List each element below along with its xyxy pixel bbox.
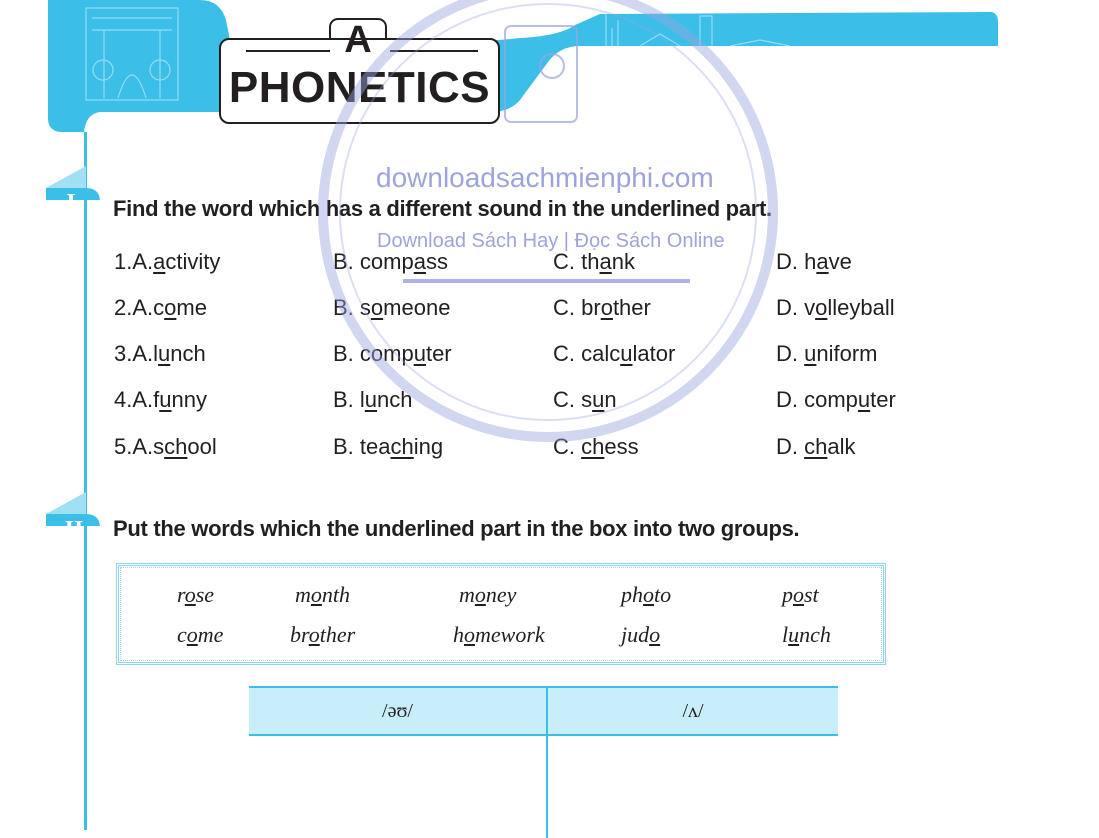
- title-rule-left: [246, 50, 330, 52]
- table-header-ou: /əʊ/: [249, 687, 547, 735]
- left-margin-rule: [84, 132, 87, 830]
- word-text-after: nch: [799, 622, 831, 647]
- option-4-B[interactable]: [333, 386, 413, 414]
- option-text-before: br: [581, 295, 601, 320]
- option-text-after: ool: [187, 434, 217, 459]
- option-underlined-part: a: [816, 249, 829, 274]
- answer-cell-uh[interactable]: [547, 735, 838, 838]
- option-text-after: nch: [170, 341, 206, 366]
- option-underlined-part: o: [370, 295, 384, 320]
- word-underlined-part: o: [474, 582, 486, 607]
- option-underlined-part: u: [804, 341, 817, 366]
- box-word: [177, 622, 223, 648]
- option-4-D[interactable]: [776, 386, 896, 414]
- option-text-before: s: [581, 387, 593, 412]
- table-header-uh: /ʌ/: [547, 687, 838, 735]
- option-prefix: 1.A.: [114, 249, 154, 274]
- option-underlined-part: u: [158, 341, 171, 366]
- word-underlined-part: o: [310, 582, 322, 607]
- word-underlined-part: o: [649, 622, 661, 647]
- option-text-after: ter: [425, 341, 452, 366]
- word-text-before: br: [290, 622, 309, 647]
- word-underlined-part: o: [643, 582, 654, 607]
- option-text-after: ther: [612, 295, 651, 320]
- option-prefix: 3.A.: [114, 341, 154, 366]
- option-text-after: ss: [425, 249, 448, 274]
- option-3-A[interactable]: [114, 340, 206, 368]
- word-underlined-part: o: [464, 622, 475, 647]
- option-5-A[interactable]: [114, 433, 217, 461]
- option-prefix: C.: [553, 295, 582, 320]
- word-text-before: jud: [621, 622, 650, 647]
- word-text-after: ney: [485, 582, 517, 607]
- option-2-B[interactable]: [333, 294, 450, 322]
- option-5-C[interactable]: [553, 433, 639, 461]
- option-underlined-part: u: [413, 341, 426, 366]
- option-prefix: D.: [776, 387, 805, 412]
- option-text-before: s: [153, 434, 165, 459]
- option-prefix: C.: [553, 434, 582, 459]
- option-5-B[interactable]: [333, 433, 443, 461]
- option-underlined-part: o: [600, 295, 613, 320]
- word-text-before: ph: [621, 582, 643, 607]
- option-text-before: comp: [359, 341, 414, 366]
- option-underlined-part: u: [620, 341, 633, 366]
- word-text-after: me: [197, 622, 224, 647]
- exercise-1-instruction: Find the word which has a different sound in the underlined part.: [113, 196, 772, 221]
- option-underlined-part: o: [164, 295, 177, 320]
- box-word: [459, 582, 516, 608]
- watermark-site: downloadsachmienphi.com: [376, 162, 714, 193]
- option-1-D[interactable]: [776, 248, 852, 276]
- section-letter: A: [344, 19, 372, 61]
- option-text-before: comp: [359, 249, 414, 274]
- word-text-after: st: [804, 582, 819, 607]
- option-3-B[interactable]: [333, 340, 452, 368]
- option-prefix: D.: [776, 249, 805, 274]
- box-word: [290, 622, 355, 648]
- word-text-before: p: [782, 582, 793, 607]
- word-text-after: nth: [321, 582, 351, 607]
- box-word: [782, 582, 819, 608]
- option-3-C[interactable]: [553, 340, 675, 368]
- option-text-after: n: [604, 387, 617, 412]
- word-text-after: to: [654, 582, 672, 607]
- option-text-after: me: [176, 295, 207, 320]
- option-text-after: ve: [828, 249, 852, 274]
- sound-groups-table: [249, 686, 838, 838]
- option-prefix: D.: [776, 434, 805, 459]
- word-text-before: m: [459, 582, 475, 607]
- option-text-before: c: [153, 295, 165, 320]
- option-3-D[interactable]: [776, 340, 878, 368]
- option-underlined-part: ch: [390, 434, 414, 459]
- exercise-1-number: I: [66, 190, 76, 216]
- option-underlined-part: a: [599, 249, 612, 274]
- option-prefix: B.: [333, 341, 360, 366]
- word-text-after: mework: [475, 622, 545, 647]
- option-2-D[interactable]: [776, 294, 895, 322]
- option-text-after: nch: [377, 387, 413, 412]
- option-underlined-part: u: [857, 387, 871, 412]
- option-text-before: s: [359, 295, 371, 320]
- option-prefix: D.: [776, 295, 805, 320]
- box-word: [621, 622, 660, 648]
- option-prefix: C.: [553, 387, 582, 412]
- option-text-before: tea: [359, 434, 391, 459]
- box-word: [453, 622, 545, 648]
- option-prefix: C.: [553, 249, 582, 274]
- option-underlined-part: ch: [804, 434, 828, 459]
- option-text-before: l: [359, 387, 365, 412]
- option-underlined-part: a: [413, 249, 426, 274]
- option-text-after: lleyball: [827, 295, 895, 320]
- option-prefix: C.: [553, 341, 582, 366]
- option-1-A[interactable]: [114, 248, 220, 276]
- word-text-before: c: [177, 622, 187, 647]
- header-banner: [0, 0, 1099, 140]
- option-text-before: calc: [581, 341, 621, 366]
- option-text-after: nny: [171, 387, 207, 412]
- word-text-before: r: [177, 582, 185, 607]
- box-word: [782, 622, 831, 648]
- option-text-after: ctivity: [165, 249, 221, 274]
- word-text-after: ther: [319, 622, 356, 647]
- word-underlined-part: o: [793, 582, 804, 607]
- word-text-before: h: [453, 622, 464, 647]
- word-text-before: m: [295, 582, 311, 607]
- box-word: [621, 582, 671, 608]
- word-text-after: se: [195, 582, 215, 607]
- option-text-after: lator: [632, 341, 676, 366]
- option-text-after: nk: [611, 249, 635, 274]
- word-text-before: l: [782, 622, 789, 647]
- watermark-tagline: Download Sách Hay | Đọc Sách Online: [377, 230, 725, 252]
- option-prefix: D.: [776, 341, 805, 366]
- option-prefix: B.: [333, 434, 360, 459]
- option-4-C[interactable]: [553, 386, 617, 414]
- option-prefix: B.: [333, 387, 360, 412]
- option-2-C[interactable]: [553, 294, 651, 322]
- option-prefix: 4.A.: [114, 387, 154, 412]
- word-underlined-part: u: [788, 622, 800, 647]
- option-underlined-part: o: [815, 295, 828, 320]
- option-text-before: v: [804, 295, 816, 320]
- word-underlined-part: o: [308, 622, 320, 647]
- option-text-after: ter: [870, 387, 896, 412]
- option-prefix: B.: [333, 295, 360, 320]
- option-text-before: h: [804, 249, 817, 274]
- box-word: [177, 582, 214, 608]
- option-text-before: l: [153, 341, 159, 366]
- option-text-after: ess: [604, 434, 639, 459]
- option-5-D[interactable]: [776, 433, 856, 461]
- option-text-after: alk: [827, 434, 856, 459]
- option-2-A[interactable]: [114, 294, 207, 322]
- option-prefix: B.: [333, 249, 360, 274]
- option-text-after: ing: [413, 434, 444, 459]
- option-underlined-part: ch: [581, 434, 605, 459]
- answer-cell-ou[interactable]: [249, 735, 547, 838]
- option-underlined-part: ch: [164, 434, 188, 459]
- option-prefix: 2.A.: [114, 295, 154, 320]
- title-rule-right: [390, 50, 478, 52]
- box-word: [295, 582, 350, 608]
- exercise-2-instruction: Put the words which the underlined part in the box into two groups.: [113, 516, 800, 541]
- option-underlined-part: a: [153, 249, 166, 274]
- option-text-before: th: [581, 249, 600, 274]
- option-4-A[interactable]: [114, 386, 207, 414]
- option-text-after: niform: [816, 341, 878, 366]
- option-text-after: meone: [383, 295, 451, 320]
- section-title: PHONETICS: [228, 63, 491, 112]
- option-underlined-part: u: [592, 387, 605, 412]
- option-prefix: 5.A.: [114, 434, 154, 459]
- option-text-before: comp: [804, 387, 858, 412]
- option-underlined-part: u: [159, 387, 172, 412]
- word-underlined-part: o: [186, 622, 198, 647]
- option-underlined-part: u: [364, 387, 378, 412]
- word-underlined-part: o: [184, 582, 196, 607]
- exercise-2-number: II: [64, 517, 84, 543]
- option-text-before: f: [153, 387, 160, 412]
